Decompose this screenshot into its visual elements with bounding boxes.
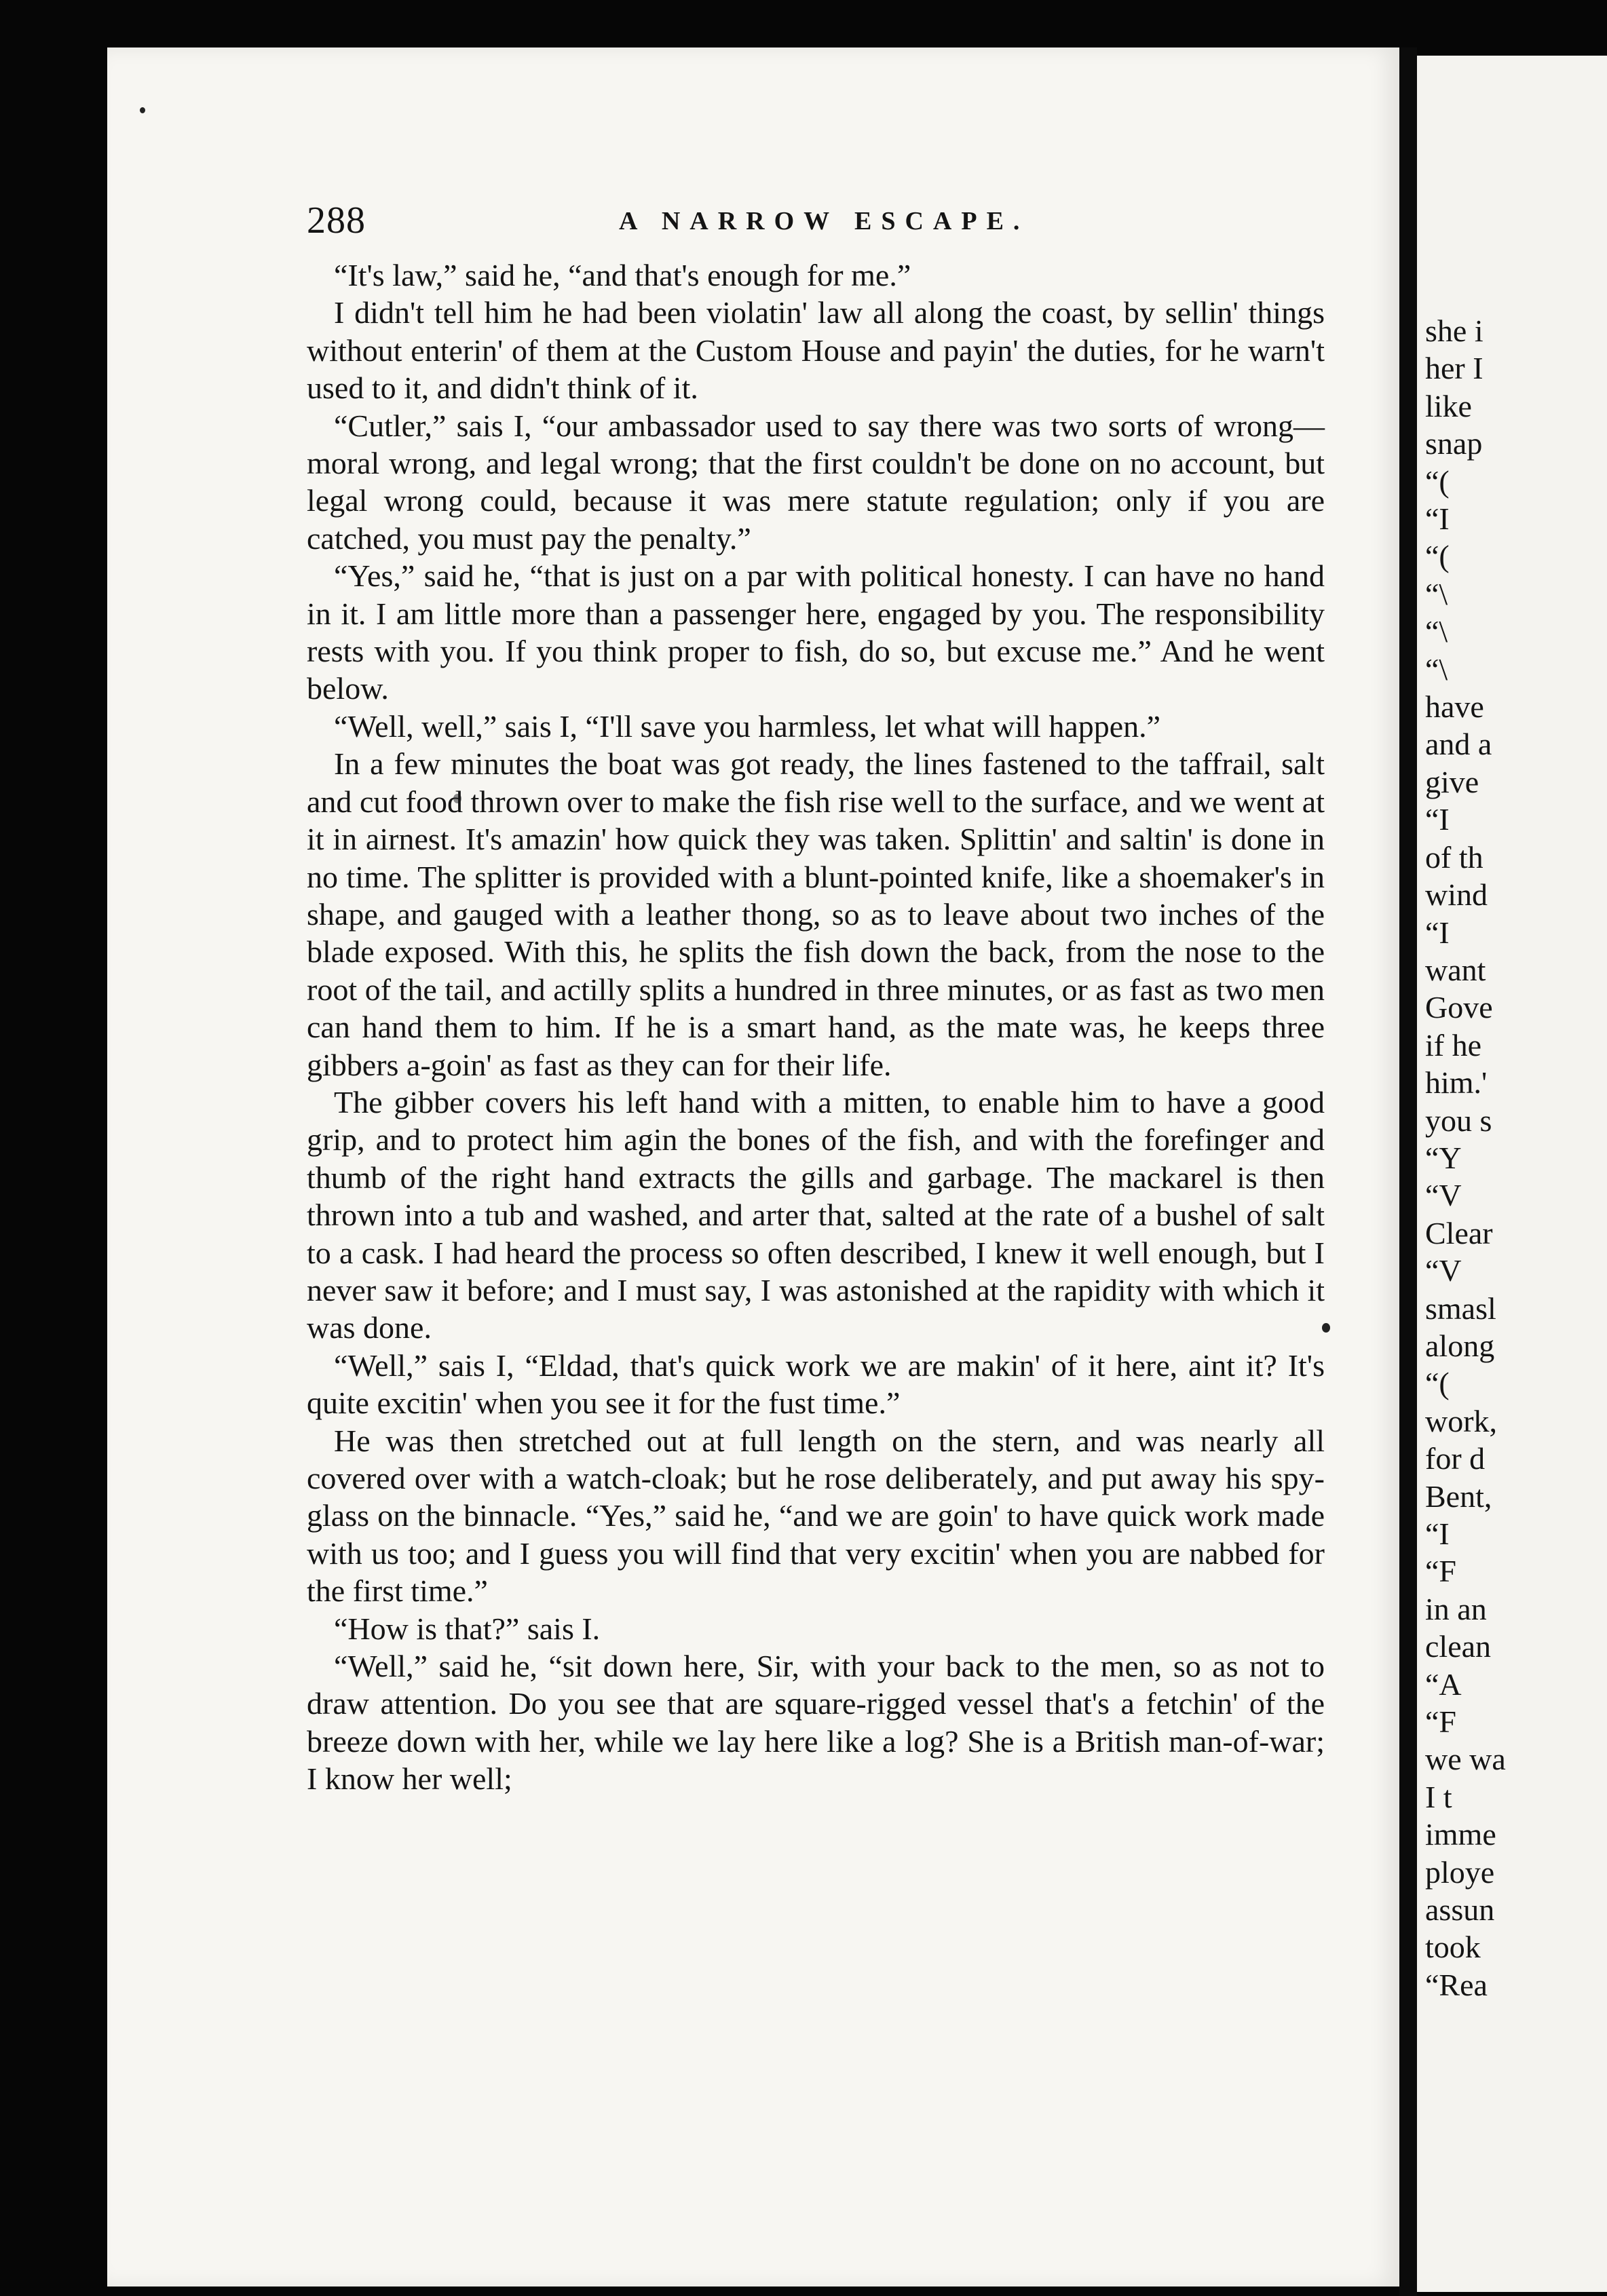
running-head: A NARROW ESCAPE. [619,207,1029,235]
facing-page-line: “\ [1425,651,1448,687]
facing-page-line: “( [1425,463,1450,499]
facing-page-line: of th [1425,839,1483,875]
facing-page-text [1425,312,1607,2004]
facing-page-line: we wa [1425,1742,1506,1777]
facing-page-line: along [1425,1328,1495,1363]
facing-page-line: “V [1425,1178,1462,1213]
ink-speck [140,107,145,113]
facing-page-line: Bent, [1425,1478,1492,1514]
facing-page-line: “F [1425,1554,1456,1589]
facing-page-line: “\ [1425,614,1448,649]
paragraph: “Well,” said he, “sit down here, Sir, with your back to the men, so as not to draw attention. Do you see that are square-rigged vessel that's a fetchin' of the breeze down with her, while we lay here like a log? She is a British man-of-war; I know her well; [307,1649,1325,1797]
facing-page-line: her I [1425,351,1483,386]
book-gutter [1399,47,1417,2296]
paragraph: I didn't tell him he had been violatin' law all along the coast, by sellin' things without enterin' of them at the Custom House and payin' the duties, for he warn't used to it, and didn't think of it. [307,295,1325,406]
facing-page-line: Clear [1425,1215,1493,1250]
facing-page-line: like [1425,388,1472,423]
facing-page-line: “( [1425,539,1450,574]
facing-page-line: “V [1425,1253,1462,1288]
facing-page-line: “\ [1425,576,1448,611]
facing-page-line: “F [1425,1704,1456,1740]
facing-page-line: you s [1425,1103,1492,1138]
paragraph: “How is that?” sais I. [334,1611,601,1646]
paragraph: He was then stretched out at full length on the stern, and was nearly all covered over with a watch-cloak; but he rose deliberately, and put away his spy-glass on the binnacle. “Yes,” said he, “and we are goin' to have quick work made with us too; and I guess you will find that very excitin' when you are nabbed for the first time.” [307,1423,1325,1609]
facing-page-line: took [1425,1930,1481,1965]
facing-page-line: “( [1425,1366,1450,1401]
facing-page-line: “Rea [1425,1967,1488,2002]
facing-page-line: she i [1425,313,1483,348]
paragraph: In a few minutes the boat was got ready, the lines fastened to the taffrail, salt and cut food thrown over to make the fish rise well to the surface, and we went at it in airnest. It's amazin' how quick they was taken. Splittin' and saltin' is done in no time. The splitter is provided with a blunt-pointed knife, like a shoemaker's in shape, and gauged with a leather thong, so as to leave about two inches of the blade exposed. With this, he splits the fish down the back, from the nose to the root of the tail, and actilly splits a hundred in three minutes, or as fast as two men can hand them to him. If he is a smart hand, as the mate was, he keeps three gibbers a-goin' as fast as they can for their life. [307,746,1325,1082]
facing-page-line: want [1425,952,1486,987]
facing-page-line: “A [1425,1666,1462,1702]
paragraph: The gibber covers his left hand with a mitten, to enable him to have a good grip, and to protect him agin the bones of the fish, and with the forefinger and thumb of the right hand extracts the gills and garbage. The mackarel is then thrown into a tub and washed, and arter that, salted at the rate of a bushel of salt to a cask. I had heard the process so often described, I knew it well enough, but I never saw it before; and I must say, I was astonished at the rapidity with which it was done. [307,1084,1325,1345]
facing-page-line: him.' [1425,1065,1488,1101]
facing-page-line: “I [1425,1516,1450,1551]
facing-page-line: ploye [1425,1854,1495,1890]
facing-page-line: assun [1425,1892,1495,1928]
facing-page-line: imme [1425,1817,1496,1852]
facing-page-line: in an [1425,1591,1487,1626]
facing-page-line: “Y [1425,1140,1462,1175]
facing-page-line: “I [1425,915,1450,950]
facing-page-line: snap [1425,426,1483,461]
facing-page-line: and a [1425,727,1492,762]
facing-page-line: work, [1425,1403,1498,1438]
facing-page-line: “I [1425,802,1450,837]
facing-page-line: have [1425,689,1484,725]
facing-page-line: if he [1425,1027,1482,1063]
facing-page-line: wind [1425,877,1488,913]
page-header [307,197,1325,244]
page-number: 288 [307,199,366,242]
facing-page-line: I t [1425,1779,1452,1814]
paragraph: “Cutler,” sais I, “our ambassador used to say there was two sorts of wrong—moral wrong, and legal wrong; that the first couldn't be done on no account, but legal wrong could, because it was mere statute regulation; only if you are catched, you must pay the penalty.” [307,408,1325,556]
paragraph: “Yes,” said he, “that is just on a par with political honesty. I can have no hand in it. I am little more than a passenger here, engaged by you. The responsibility rests with you. If you think proper to fish, do so, but excuse me.” And he went below. [307,558,1325,706]
facing-page-line: clean [1425,1629,1492,1664]
facing-page-line: “I [1425,501,1450,537]
facing-page-line: Gove [1425,990,1493,1025]
paragraph: “Well, well,” sais I, “I'll save you harmless, let what will happen.” [334,708,1161,744]
facing-page-line: for d [1425,1441,1486,1476]
paragraph: “It's law,” said he, “and that's enough for me.” [334,258,911,292]
facing-page-line: smasl [1425,1290,1496,1326]
body-text [307,256,1325,1798]
facing-page-line: give [1425,764,1479,799]
paragraph: “Well,” sais I, “Eldad, that's quick work we are makin' of it here, aint it? It's quite excitin' when you see it for the fust time.” [307,1347,1325,1421]
